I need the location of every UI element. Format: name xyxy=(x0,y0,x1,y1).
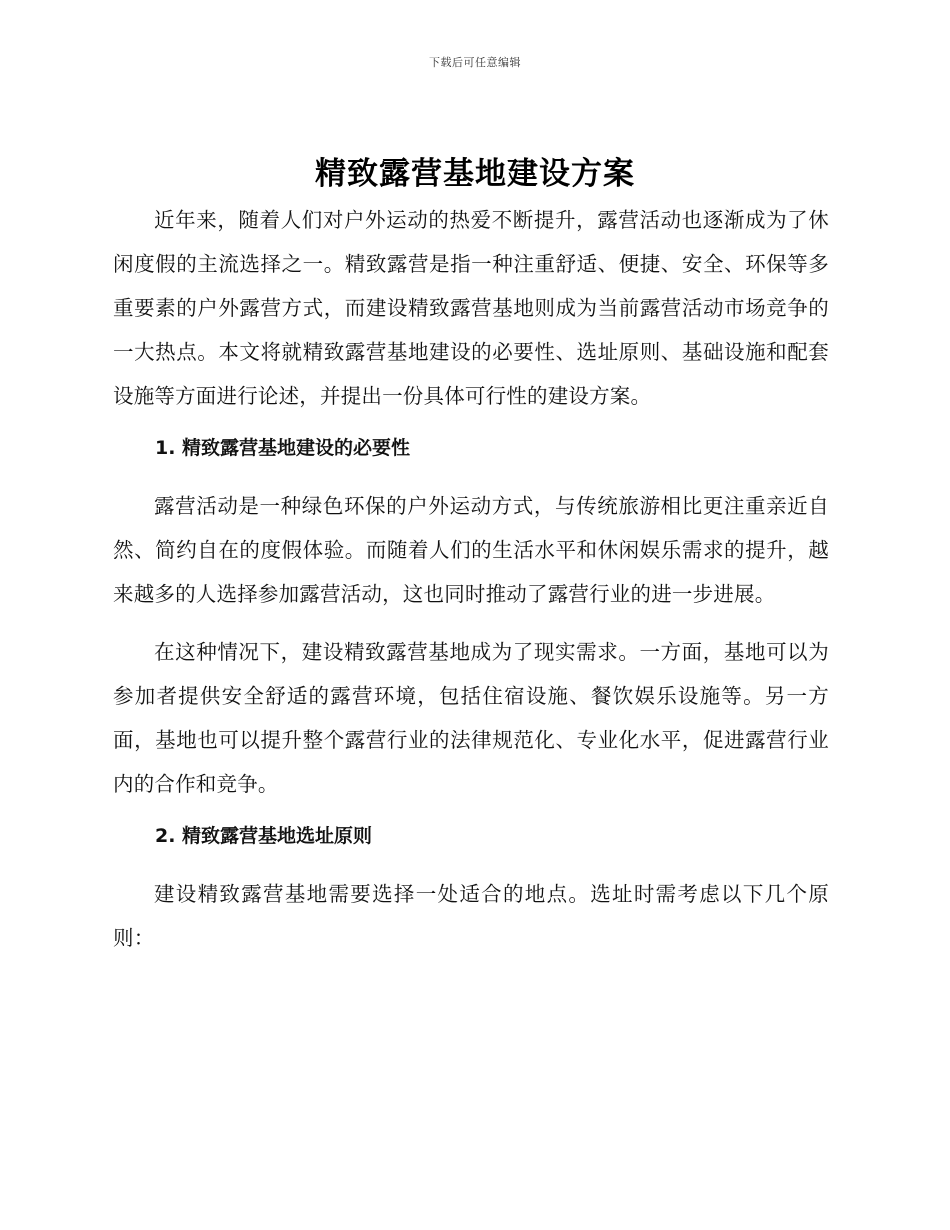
spacer xyxy=(113,418,829,426)
section-1-paragraph-2: 在这种情况下，建设精致露营基地成为了现实需求。一方面，基地可以为参加者提供安全舒适的露营环境，包括住宿设施、餐饮娱乐设施等。另一方面，基地也可以提升整个露营行业的法律规范化、专业化水平，促进露营行业内的合作和竞争。 xyxy=(113,640,829,796)
intro-paragraph: 近年来，随着人们对户外运动的热爱不断提升，露营活动也逐渐成为了休闲度假的主流选择之一。精致露营是指一种注重舒适、便捷、安全、环保等多重要素的户外露营方式，而建设精致露营基地则成为当前露营活动市场竞争的一大热点。本文将就精致露营基地建设的必要性、选址原则、基础设施和配套设施等方面进行论述，并提出一份具体可行性的建设方案。 xyxy=(113,208,829,408)
document-body xyxy=(113,198,829,960)
spacer xyxy=(113,858,829,872)
spacer xyxy=(113,806,829,814)
spacer xyxy=(113,470,829,484)
section-2-heading: 2. 精致露营基地选址原则 xyxy=(155,825,373,847)
spacer xyxy=(113,616,829,630)
section-1-heading: 1. 精致露营基地建设的必要性 xyxy=(155,437,411,459)
section-1-paragraph-1: 露营活动是一种绿色环保的户外运动方式，与传统旅游相比更注重亲近自然、简约自在的度假体验。而随着人们的生活水平和休闲娱乐需求的提升，越来越多的人选择参加露营活动，这也同时推动了露营行业的进一步进展。 xyxy=(113,494,829,606)
section-2-paragraph-1: 建设精致露营基地需要选择一处适合的地点。选址时需考虑以下几个原则： xyxy=(113,882,829,950)
header-note: 下载后可任意编辑 xyxy=(429,56,521,69)
document-title: 精致露营基地建设方案 xyxy=(315,156,635,192)
